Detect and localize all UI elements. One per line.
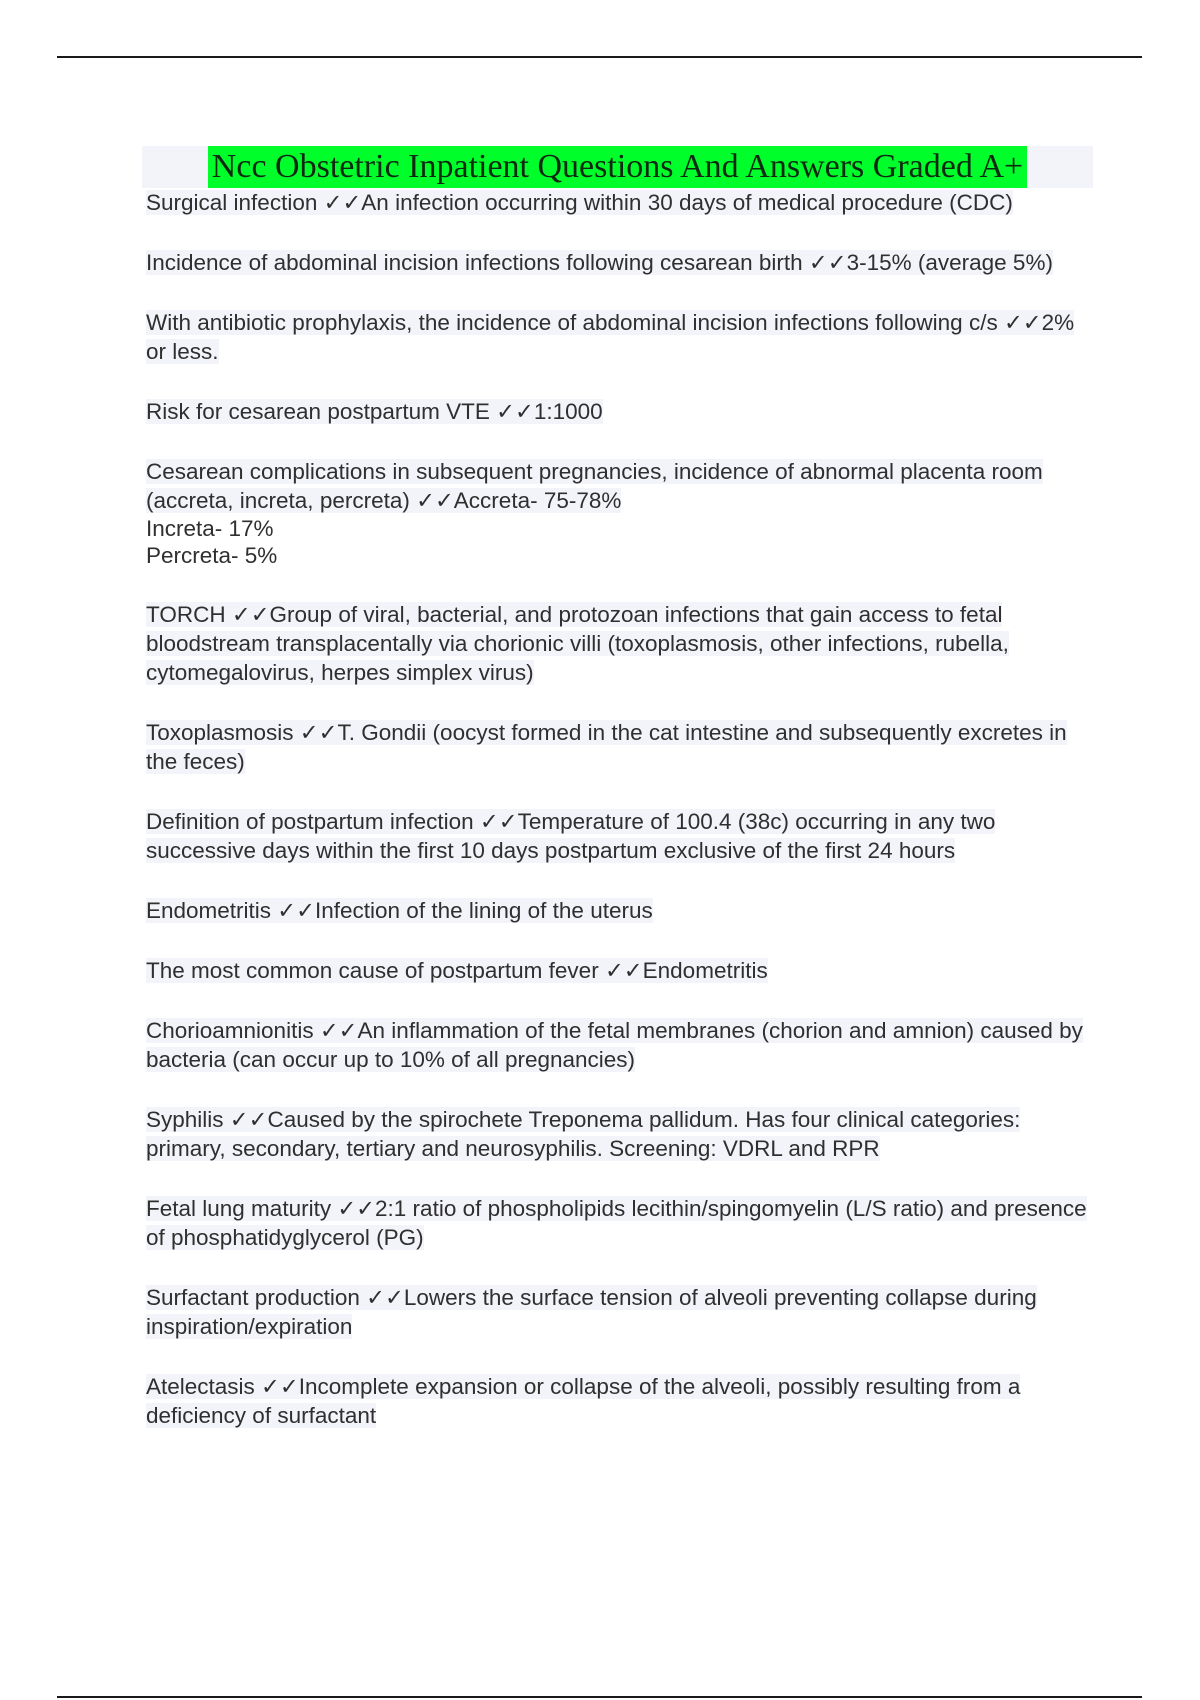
qa-list <box>146 188 1096 1461</box>
top-rule <box>57 56 1142 58</box>
qa-entry: Risk for cesarean postpartum VTE ✓✓1:1000 <box>146 399 603 424</box>
qa-entry: Endometritis ✓✓Infection of the lining of the uterus <box>146 898 653 923</box>
qa-entry: Surgical infection ✓✓An infection occurring within 30 days of medical procedure (CDC) <box>146 190 1013 215</box>
qa-entry: Fetal lung maturity ✓✓2:1 ratio of phospholipids lecithin/spingomyelin (L/S ratio) and presence of phosphatidyglycerol (PG) <box>146 1196 1087 1250</box>
qa-entry: Cesarean complications in subsequent pregnancies, incidence of abnormal placenta room (accreta, increta, percreta) ✓✓Accreta- 75-78% Increta- 17% Percreta- 5% <box>146 457 1096 569</box>
qa-entry: Surfactant production ✓✓Lowers the surface tension of alveoli preventing collapse during inspiration/expiration <box>146 1285 1037 1339</box>
qa-entry: Toxoplasmosis ✓✓T. Gondii (oocyst formed in the cat intestine and subsequently excretes in the feces) <box>146 720 1067 774</box>
document-title: Ncc Obstetric Inpatient Questions And Answers Graded A+ <box>208 146 1027 188</box>
qa-entry-subline: Percreta- 5% <box>146 543 278 568</box>
qa-entry-subline: Increta- 17% <box>146 516 274 541</box>
qa-entry: Syphilis ✓✓Caused by the spirochete Treponema pallidum. Has four clinical categories: primary, secondary, tertiary and neurosyphilis. Screening: VDRL and RPR <box>146 1107 1021 1161</box>
bottom-rule <box>57 1696 1142 1698</box>
qa-entry: Definition of postpartum infection ✓✓Temperature of 100.4 (38c) occurring in any two successive days within the first 10 days postpartum exclusive of the first 24 hours <box>146 809 996 863</box>
qa-entry: Incidence of abdominal incision infections following cesarean birth ✓✓3-15% (average 5%) <box>146 250 1053 275</box>
qa-entry: Chorioamnionitis ✓✓An inflammation of the fetal membranes (chorion and amnion) caused by bacteria (can occur up to 10% of all pregnancies) <box>146 1018 1083 1072</box>
title-row <box>142 146 1093 188</box>
qa-entry: The most common cause of postpartum fever ✓✓Endometritis <box>146 958 768 983</box>
qa-entry: With antibiotic prophylaxis, the incidence of abdominal incision infections following c/s ✓✓2% or less. <box>146 310 1075 364</box>
qa-entry: TORCH ✓✓Group of viral, bacterial, and protozoan infections that gain access to fetal bloodstream transplacentally via chorionic villi (toxoplasmosis, other infections, rubella, cytomegalovirus, herpes simplex virus) <box>146 602 1009 685</box>
qa-entry: Atelectasis ✓✓Incomplete expansion or collapse of the alveoli, possibly resulting from a deficiency of surfactant <box>146 1374 1021 1428</box>
